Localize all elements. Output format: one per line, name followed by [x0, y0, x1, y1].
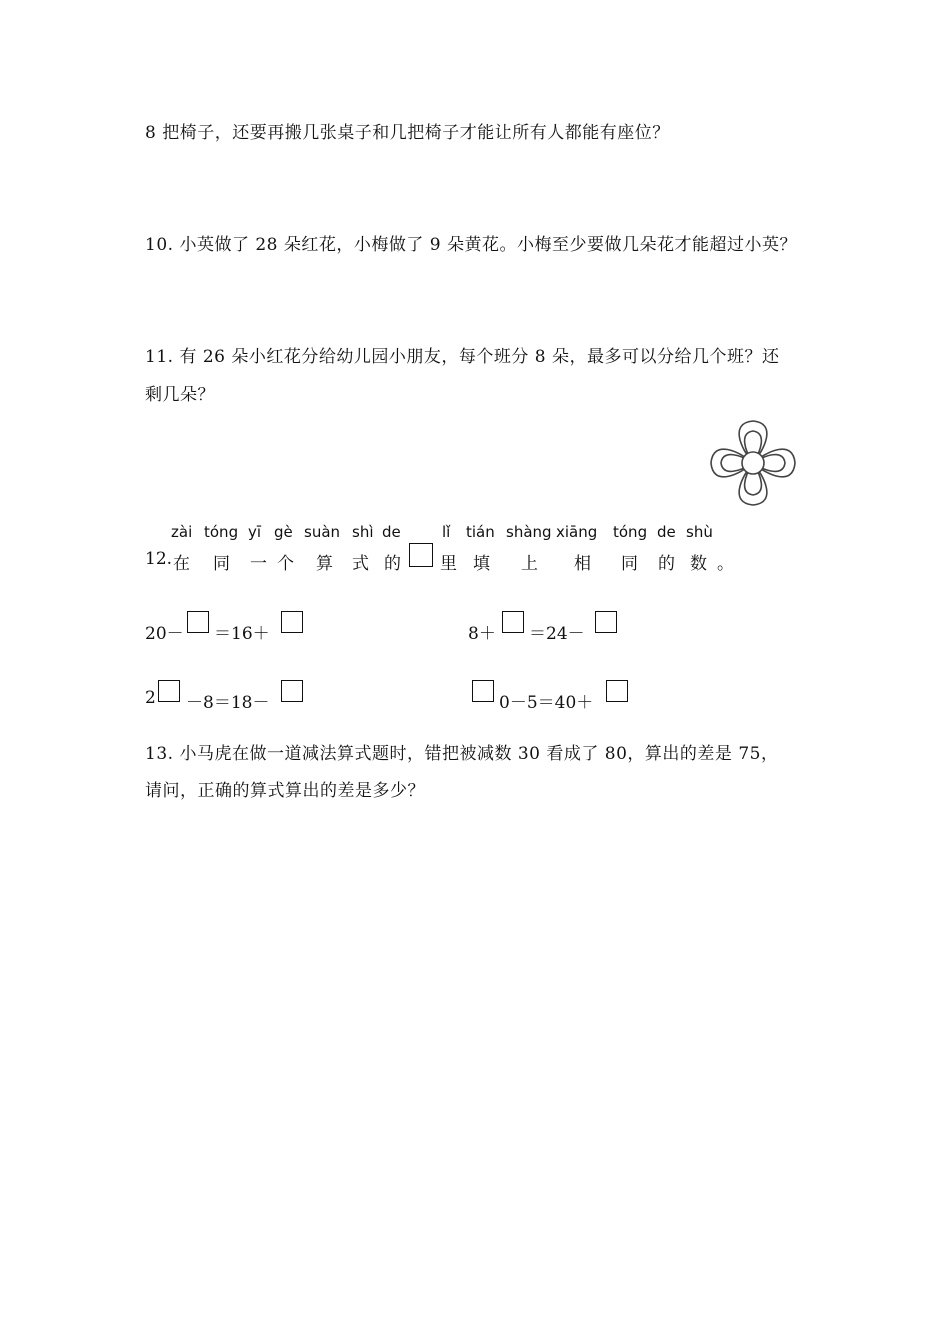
char-3: 一	[250, 554, 267, 574]
equation-2-box-a	[502, 611, 524, 633]
pinyin-12: tóng	[613, 523, 648, 541]
char-4: 个	[277, 554, 294, 574]
pinyin-1: zài	[171, 523, 193, 541]
question-12-number: 12.	[145, 549, 173, 569]
char-12: 同	[621, 554, 638, 574]
equation-4-box-b	[606, 680, 628, 702]
equation-4-box-a	[472, 680, 494, 702]
equation-1-part-a: 20－	[145, 624, 184, 644]
equation-4-part-a: 0－5＝40＋	[499, 693, 594, 713]
equation-1-box-a	[187, 611, 209, 633]
pinyin-9: tián	[466, 523, 495, 541]
pinyin-6: shì	[352, 523, 374, 541]
pinyin-14: shù	[686, 523, 713, 541]
pinyin-3: yī	[248, 523, 262, 541]
char-9: 填	[473, 554, 490, 574]
equation-3-box-a	[158, 680, 180, 702]
char-8: 里	[440, 554, 457, 574]
equation-2-box-b	[595, 611, 617, 633]
equation-2-part-a: 8＋	[468, 624, 496, 644]
char-1: 在	[173, 554, 190, 574]
pinyin-13: de	[657, 523, 676, 541]
equation-3-box-b	[281, 680, 303, 702]
char-14: 数	[690, 554, 707, 574]
equation-3-part-b: －8＝18－	[186, 693, 270, 713]
question-11-line2: 剩几朵？	[145, 385, 215, 405]
pinyin-11: xiāng	[556, 523, 598, 541]
char-13: 的	[658, 554, 675, 574]
char-7: 的	[384, 554, 401, 574]
pinyin-10: shàng	[506, 523, 552, 541]
pinyin-7: de	[382, 523, 401, 541]
question-11-line1: 11. 有 26 朵小红花分给幼儿园小朋友，每个班分 8 朵，最多可以分给几个班？还	[145, 347, 780, 367]
char-11: 相	[574, 554, 591, 574]
pinyin-8: lǐ	[442, 523, 451, 541]
question-10: 10. 小英做了 28 朵红花，小梅做了 9 朵黄花。小梅至少要做几朵花才能超过小英？	[145, 235, 798, 255]
equation-1-box-b	[281, 611, 303, 633]
equation-3-part-a: 2	[145, 688, 156, 708]
flower-illustration	[703, 413, 803, 513]
answer-box	[409, 543, 433, 567]
equation-2-part-b: ＝24－	[529, 624, 585, 644]
question-13-line2: 请问，正确的算式算出的差是多少？	[145, 781, 425, 801]
char-2: 同	[213, 554, 230, 574]
char-10: 上	[521, 554, 538, 574]
question-9-continuation: 8 把椅子，还要再搬几张桌子和几把椅子才能让所有人都能有座位？	[145, 123, 670, 143]
question-13-line1: 13. 小马虎在做一道减法算式题时，错把被减数 30 看成了 80，算出的差是 75，	[145, 744, 779, 764]
char-15: 。	[717, 554, 734, 574]
pinyin-2: tóng	[204, 523, 239, 541]
char-6: 式	[352, 554, 369, 574]
pinyin-5: suàn	[304, 523, 341, 541]
equation-1-part-b: ＝16＋	[214, 624, 270, 644]
char-5: 算	[316, 554, 333, 574]
pinyin-4: gè	[274, 523, 293, 541]
